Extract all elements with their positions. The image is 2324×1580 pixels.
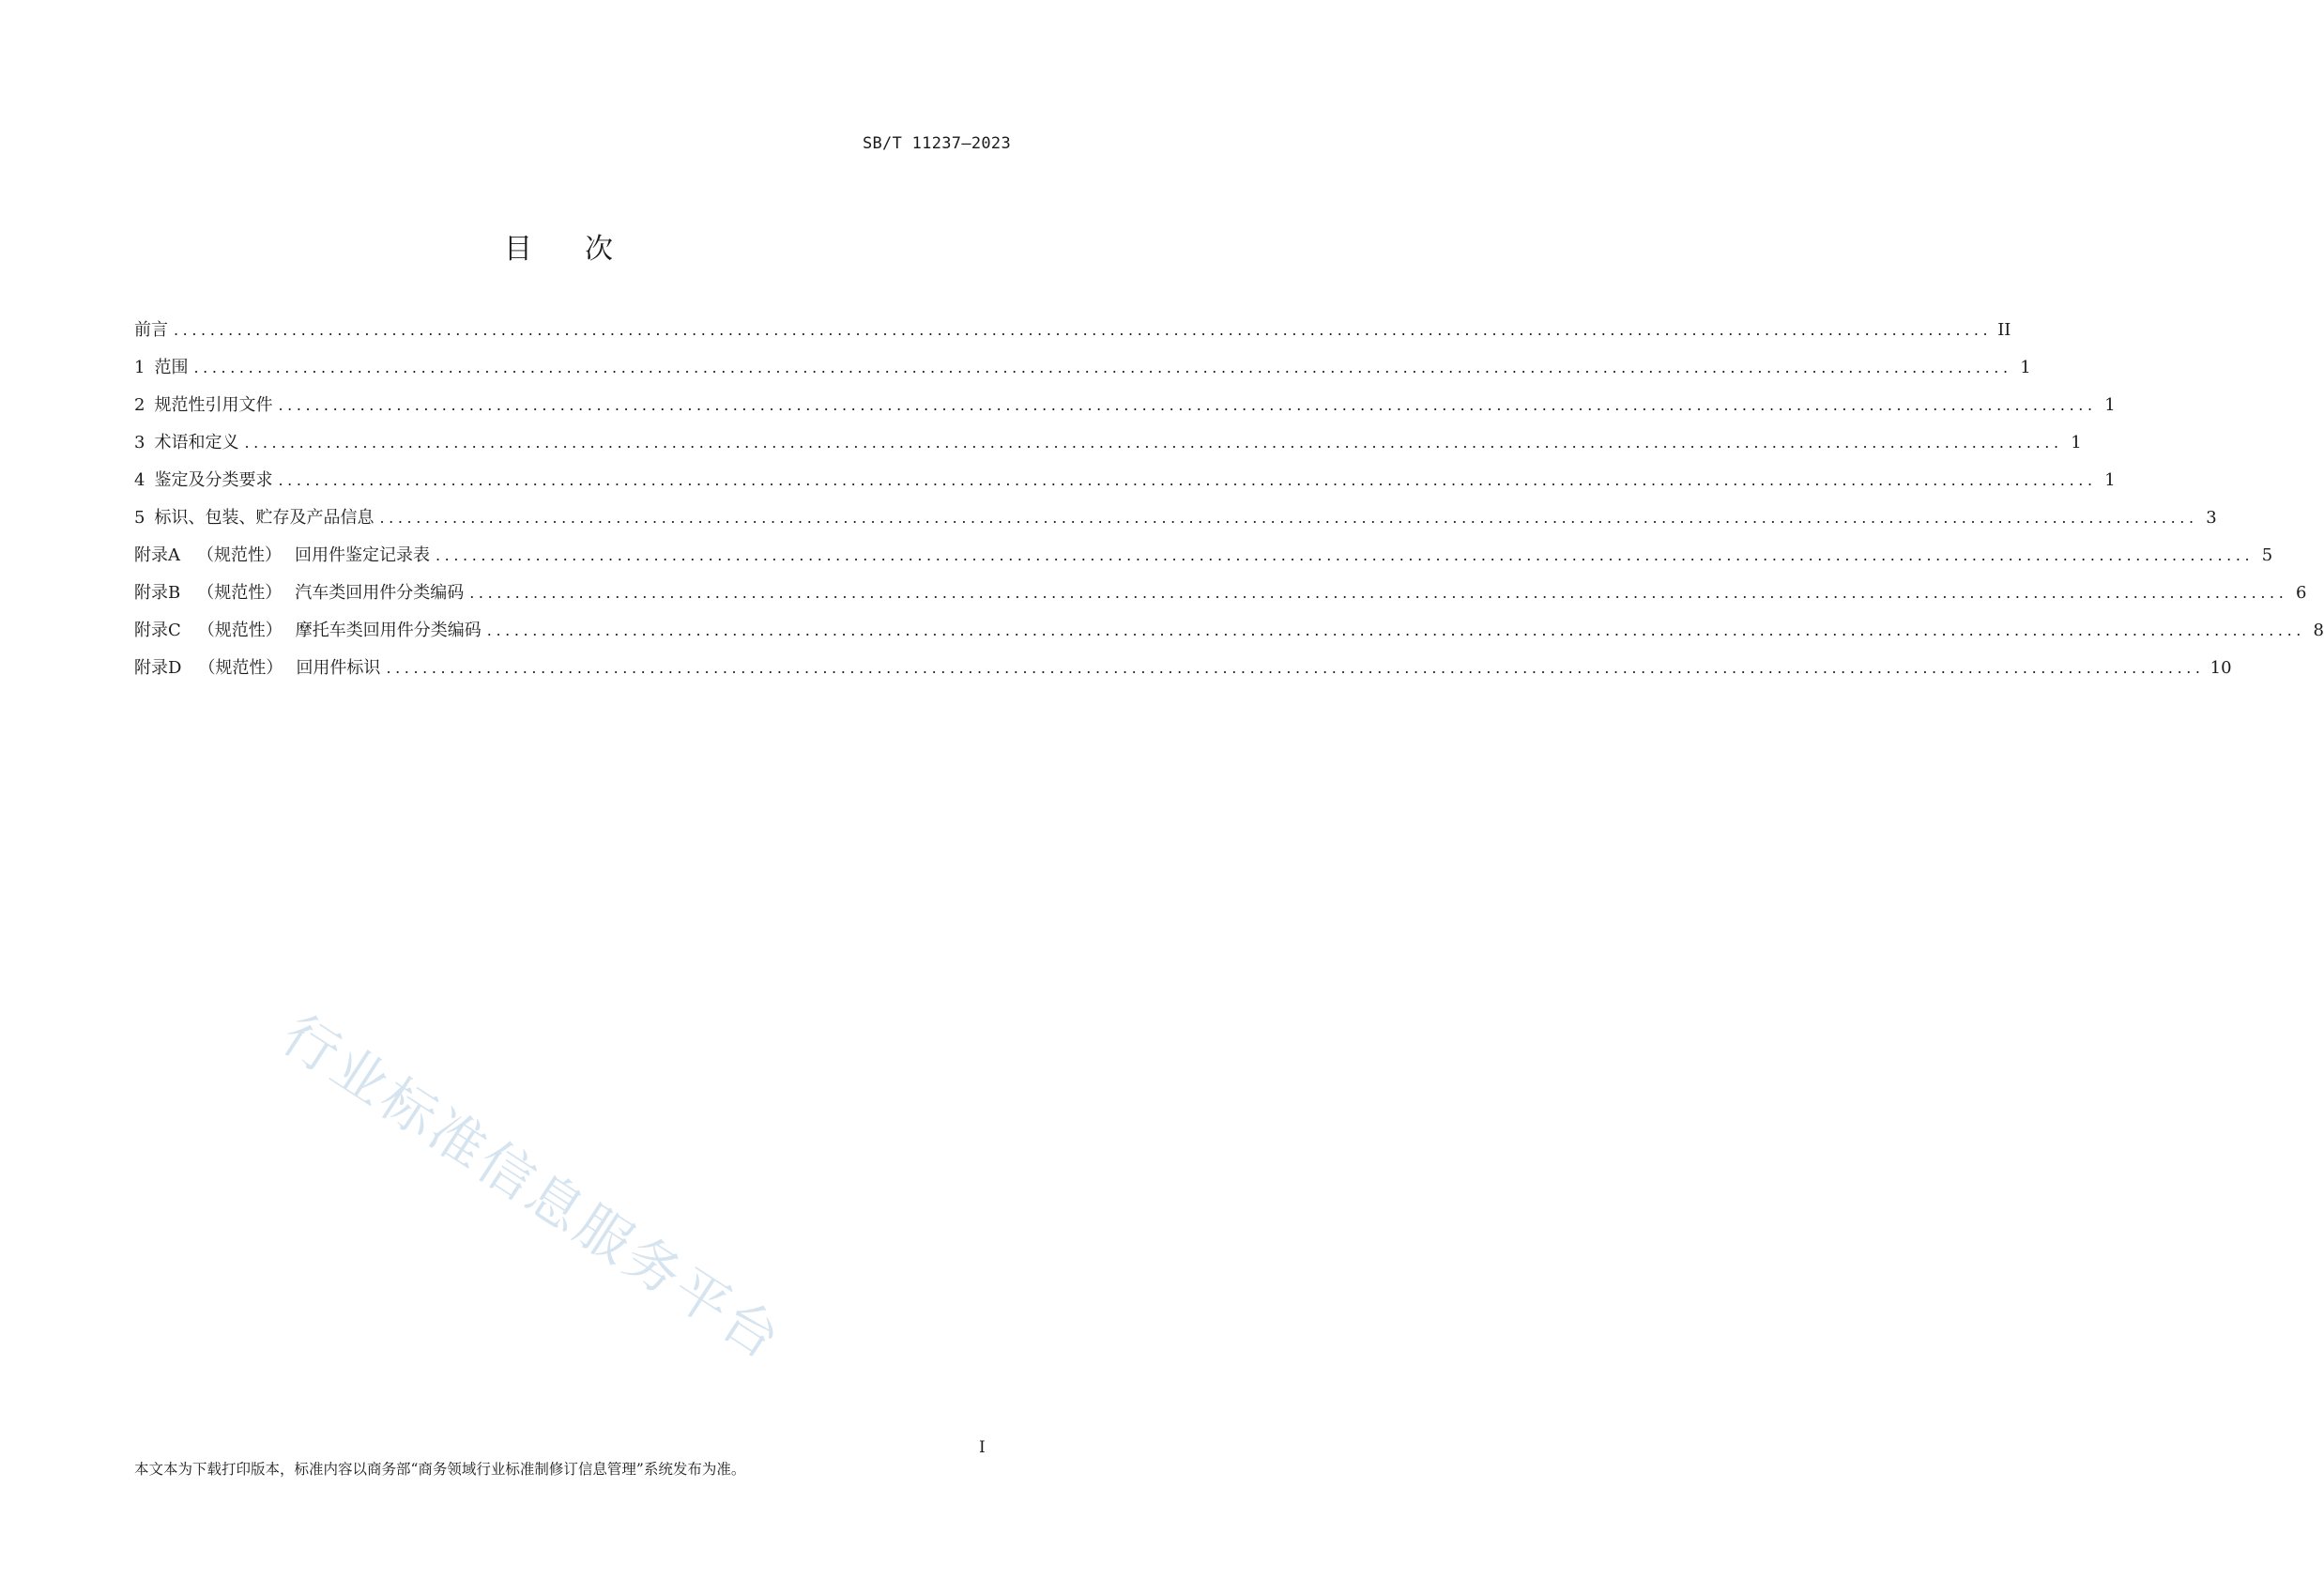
toc-entry-scope[interactable] xyxy=(134,349,2031,387)
toc-entry-label: 4 鉴定及分类要求 xyxy=(134,470,273,490)
toc-entry-marking-packaging[interactable] xyxy=(134,499,2217,537)
toc-entry-label: 附录B （规范性） 汽车类回用件分类编码 xyxy=(134,583,465,603)
toc-entry-page: 1 xyxy=(2071,433,2082,453)
footer-note: 本文本为下载打印版本，标准内容以商务部“商务领域行业标准制修订信息管理”系统发布为准。 xyxy=(134,1461,746,1478)
toc-entry-label: 附录C （规范性） 摩托车类回用件分类编码 xyxy=(134,621,482,640)
toc-entry-annex-b[interactable] xyxy=(134,575,2307,612)
toc-entry-label: 附录A （规范性） 回用件鉴定记录表 xyxy=(134,545,430,565)
toc-entry-page: 1 xyxy=(2104,470,2116,490)
standard-code: SB/T 11237—2023 xyxy=(862,134,1011,153)
toc-entry-label: 5 标识、包装、贮存及产品信息 xyxy=(134,508,375,528)
toc-entry-page: 10 xyxy=(2209,658,2232,678)
toc-entry-annex-a[interactable] xyxy=(134,537,2273,575)
toc-entry-page: 1 xyxy=(2104,395,2116,415)
toc-leader-dots: ........................................................................................................................................................................................................ xyxy=(244,434,2063,452)
toc-leader-dots: ........................................................................................................................................................................................................ xyxy=(486,621,2305,639)
toc-leader-dots: ........................................................................................................................................................................................................ xyxy=(193,359,2012,376)
toc-entry-page: 6 xyxy=(2295,583,2307,603)
toc-entry-label: 前言 xyxy=(134,320,168,340)
page-title: 目次 xyxy=(504,233,665,266)
toc-entry-page: 8 xyxy=(2313,621,2324,640)
toc-entry-normative-references[interactable] xyxy=(134,387,2116,424)
toc-entry-foreword[interactable] xyxy=(134,312,2011,349)
toc-entry-terms-definitions[interactable] xyxy=(134,424,2082,462)
toc-entry-label: 2 规范性引用文件 xyxy=(134,395,273,415)
toc-leader-dots: ........................................................................................................................................................................................................ xyxy=(386,659,2205,677)
toc-entry-requirements[interactable] xyxy=(134,462,2116,499)
watermark: 行业标准信息服务平台 xyxy=(270,1002,794,1373)
toc-leader-dots: ........................................................................................................................................................................................................ xyxy=(469,584,2288,602)
toc-entry-annex-c[interactable] xyxy=(134,612,2324,650)
toc-leader-dots: ........................................................................................................................................................................................................ xyxy=(174,321,1993,339)
toc-leader-dots: ........................................................................................................................................................................................................ xyxy=(436,546,2255,564)
toc-leader-dots: ........................................................................................................................................................................................................ xyxy=(278,396,2097,414)
toc-entry-page: 1 xyxy=(2020,358,2031,377)
toc-entry-label: 3 术语和定义 xyxy=(134,433,239,453)
table-of-contents xyxy=(134,312,2324,687)
toc-entry-label: 附录D （规范性） 回用件标识 xyxy=(134,658,381,678)
toc-entry-page: 3 xyxy=(2206,508,2217,528)
toc-leader-dots: ........................................................................................................................................................................................................ xyxy=(278,471,2097,489)
toc-leader-dots: ........................................................................................................................................................................................................ xyxy=(379,509,2198,527)
toc-entry-page: II xyxy=(1997,320,2011,340)
toc-entry-annex-d[interactable] xyxy=(134,650,2232,687)
page-number: I xyxy=(979,1438,986,1457)
toc-entry-label: 1 范围 xyxy=(134,358,189,377)
toc-entry-page: 5 xyxy=(2261,545,2273,565)
